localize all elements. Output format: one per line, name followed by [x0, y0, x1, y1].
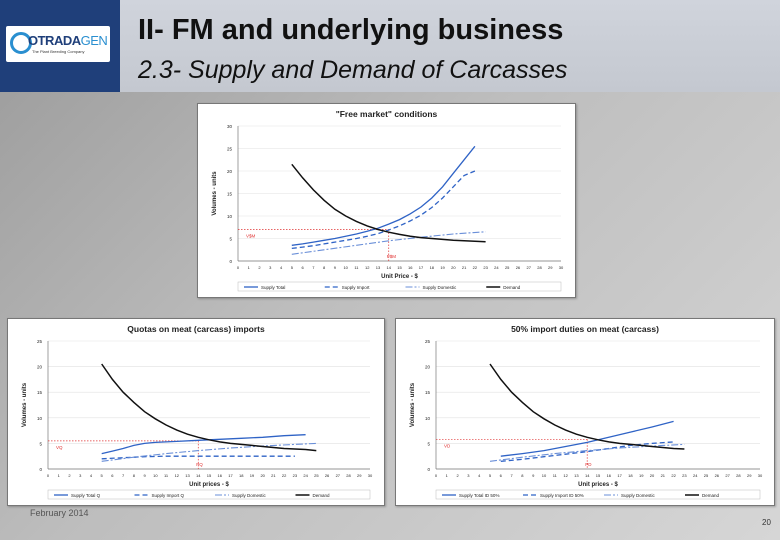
- series-line-1: [292, 171, 475, 248]
- x-tick-label: 30: [757, 473, 763, 478]
- x-tick-label: 19: [440, 265, 445, 270]
- x-tick-label: 8: [323, 265, 326, 270]
- y-tick-label: 30: [226, 124, 232, 129]
- x-tick-label: 9: [333, 265, 337, 270]
- x-tick-label: 23: [483, 265, 488, 270]
- x-tick-label: 11: [163, 473, 169, 478]
- x-tick-label: 7: [510, 473, 513, 478]
- x-tick-label: 23: [292, 473, 298, 478]
- y-tick-label: 5: [39, 441, 42, 447]
- slide-header: [0, 0, 780, 92]
- x-tick-label: 15: [595, 473, 601, 478]
- x-tick-label: 26: [324, 473, 330, 478]
- series-line-2: [102, 443, 317, 461]
- x-tick-label: 21: [461, 265, 467, 270]
- x-tick-label: 12: [563, 473, 568, 478]
- x-tick-label: 5: [488, 473, 492, 478]
- x-tick-label: 14: [584, 473, 590, 478]
- x-tick-label: 3: [467, 473, 470, 478]
- y-tick-label: 20: [36, 364, 42, 370]
- x-tick-label: 16: [408, 265, 413, 270]
- volume-annotation: VQ: [56, 444, 63, 450]
- y-tick-label: 25: [226, 146, 232, 152]
- x-tick-label: 4: [89, 473, 93, 478]
- x-tick-label: 3: [269, 265, 272, 270]
- y-tick-label: 25: [424, 339, 430, 344]
- x-tick-label: 1: [247, 265, 250, 270]
- chart-title: "Free market" conditions: [335, 109, 438, 119]
- x-tick-label: 22: [472, 265, 478, 270]
- x-tick-label: 20: [649, 473, 655, 478]
- x-tick-label: 13: [375, 265, 381, 270]
- page-number: 20: [762, 518, 771, 527]
- x-tick-label: 30: [558, 265, 564, 270]
- company-logo: [0, 0, 120, 92]
- x-tick-label: 22: [671, 473, 676, 478]
- price-annotation: PD: [585, 462, 592, 467]
- x-tick-label: 12: [174, 473, 180, 478]
- y-tick-label: 25: [36, 339, 42, 344]
- x-tick-label: 30: [367, 473, 373, 478]
- x-tick-label: 19: [638, 473, 644, 478]
- x-tick-label: 26: [515, 265, 521, 270]
- logo-tagline: The Plant Breeding Company: [32, 49, 85, 54]
- logo-badge: [6, 26, 110, 62]
- chart-import-duties: [395, 318, 775, 506]
- x-tick-label: 10: [153, 473, 158, 478]
- x-tick-label: 6: [499, 473, 502, 478]
- x-tick-label: 21: [660, 473, 666, 478]
- x-tick-label: 5: [100, 473, 103, 478]
- x-tick-label: 14: [386, 265, 391, 270]
- x-tick-label: 6: [301, 265, 304, 270]
- x-tick-label: 3: [79, 473, 82, 478]
- x-tick-label: 2: [68, 473, 71, 478]
- x-axis-label: Unit prices - $: [189, 482, 229, 488]
- legend-label: Supply Domestic: [621, 493, 655, 498]
- logo-wordmark: OTRADAGEN: [28, 33, 108, 48]
- y-tick-label: 15: [36, 390, 42, 396]
- legend-label: Demand: [702, 493, 720, 498]
- y-tick-label: 0: [427, 467, 430, 472]
- chart-title: Quotas on meat (carcass) imports: [127, 324, 265, 334]
- volume-annotation: V$M: [246, 233, 256, 239]
- x-tick-label: 22: [281, 473, 287, 478]
- x-tick-label: 0: [46, 473, 50, 478]
- x-tick-label: 25: [703, 473, 709, 478]
- slide-subtitle: 2.3- Supply and Demand of Carcasses: [138, 56, 568, 84]
- x-tick-label: 28: [537, 265, 542, 270]
- x-tick-label: 24: [494, 265, 499, 270]
- legend-label: Supply Total ID 50%: [459, 493, 500, 498]
- footer-date: February 2014: [30, 508, 89, 518]
- x-tick-label: 26: [714, 473, 720, 478]
- legend-label: Supply Total: [261, 285, 286, 290]
- x-tick-label: 1: [445, 473, 448, 478]
- x-tick-label: 7: [312, 265, 315, 270]
- x-tick-label: 17: [228, 473, 233, 478]
- x-tick-label: 2: [456, 473, 459, 478]
- x-tick-label: 12: [364, 265, 370, 270]
- legend-label: Supply Import Q: [151, 493, 185, 498]
- volume-annotation: VD: [444, 443, 451, 449]
- y-tick-label: 5: [229, 236, 232, 242]
- y-tick-label: 15: [424, 390, 430, 396]
- y-axis-label: Volumes - units: [212, 171, 218, 216]
- x-tick-label: 25: [504, 265, 510, 270]
- x-tick-label: 28: [346, 473, 351, 478]
- chart-quotas: [7, 318, 385, 506]
- x-tick-label: 21: [271, 473, 276, 478]
- chart-title: 50% import duties on meat (carcass): [511, 324, 659, 334]
- x-tick-label: 8: [132, 473, 135, 478]
- x-tick-label: 27: [526, 265, 531, 270]
- x-tick-label: 9: [532, 473, 535, 478]
- x-tick-label: 13: [185, 473, 190, 478]
- x-tick-label: 17: [617, 473, 622, 478]
- y-axis-label: Volumes - units: [22, 382, 28, 428]
- x-tick-label: 11: [354, 265, 359, 270]
- x-tick-label: 27: [335, 473, 341, 478]
- series-line-3: [102, 364, 317, 451]
- price-annotation: P$M: [386, 254, 396, 259]
- x-tick-label: 14: [196, 473, 201, 478]
- legend-label: Supply Import: [341, 285, 370, 290]
- series-line-0: [102, 435, 306, 454]
- y-tick-label: 10: [36, 415, 42, 421]
- legend-label: Demand: [503, 285, 521, 290]
- x-tick-label: 13: [574, 473, 579, 478]
- x-tick-label: 28: [736, 473, 741, 478]
- x-tick-label: 17: [418, 265, 424, 270]
- slide-title: II- FM and underlying business: [138, 14, 564, 46]
- x-tick-label: 29: [746, 473, 752, 478]
- x-tick-label: 29: [357, 473, 362, 478]
- legend-label: Demand: [312, 493, 330, 498]
- x-tick-label: 7: [122, 473, 125, 478]
- x-tick-label: 24: [303, 473, 308, 478]
- chart-free-market: [197, 103, 576, 298]
- x-tick-label: 25: [314, 473, 319, 478]
- x-tick-label: 15: [397, 265, 402, 270]
- y-axis-label: Volumes - units: [410, 382, 416, 428]
- x-tick-label: 29: [548, 265, 553, 270]
- y-tick-label: 0: [229, 259, 232, 264]
- x-tick-label: 24: [692, 473, 698, 478]
- x-tick-label: 18: [628, 473, 633, 478]
- x-tick-label: 5: [290, 265, 293, 270]
- x-tick-label: 11: [552, 473, 557, 478]
- y-tick-label: 10: [226, 214, 232, 219]
- x-tick-label: 4: [478, 473, 481, 478]
- x-tick-label: 20: [451, 265, 456, 270]
- legend-label: Supply Total Q: [71, 493, 101, 498]
- x-axis-label: Unit prices - $: [578, 482, 618, 488]
- legend-label: Supply Import ID 50%: [540, 493, 584, 498]
- x-tick-label: 2: [258, 265, 261, 270]
- x-tick-label: 1: [57, 473, 60, 478]
- y-tick-label: 20: [226, 169, 232, 174]
- x-tick-label: 6: [111, 473, 114, 478]
- x-tick-label: 18: [429, 265, 435, 270]
- x-axis-label: Unit Price - $: [381, 274, 418, 280]
- y-tick-label: 10: [424, 415, 430, 421]
- x-tick-label: 9: [143, 473, 146, 478]
- x-tick-label: 4: [279, 265, 283, 270]
- x-tick-label: 10: [541, 473, 547, 478]
- x-tick-label: 10: [343, 265, 348, 270]
- x-tick-label: 19: [249, 473, 255, 478]
- y-tick-label: 5: [427, 441, 430, 447]
- x-tick-label: 8: [521, 473, 524, 478]
- x-tick-label: 0: [236, 265, 240, 270]
- x-tick-label: 20: [260, 473, 265, 478]
- x-tick-label: 27: [725, 473, 730, 478]
- legend-label: Supply Domestic: [422, 285, 457, 290]
- x-tick-label: 15: [206, 473, 212, 478]
- x-tick-label: 16: [606, 473, 612, 478]
- x-tick-label: 0: [434, 473, 438, 478]
- x-tick-label: 23: [682, 473, 687, 478]
- series-line-3: [490, 364, 684, 449]
- x-tick-label: 18: [238, 473, 244, 478]
- y-tick-label: 20: [424, 364, 430, 370]
- x-tick-label: 16: [217, 473, 222, 478]
- legend-label: Supply Domestic: [232, 493, 266, 498]
- y-tick-label: 15: [226, 191, 232, 197]
- price-annotation: PQ: [196, 462, 203, 467]
- y-tick-label: 0: [39, 467, 42, 472]
